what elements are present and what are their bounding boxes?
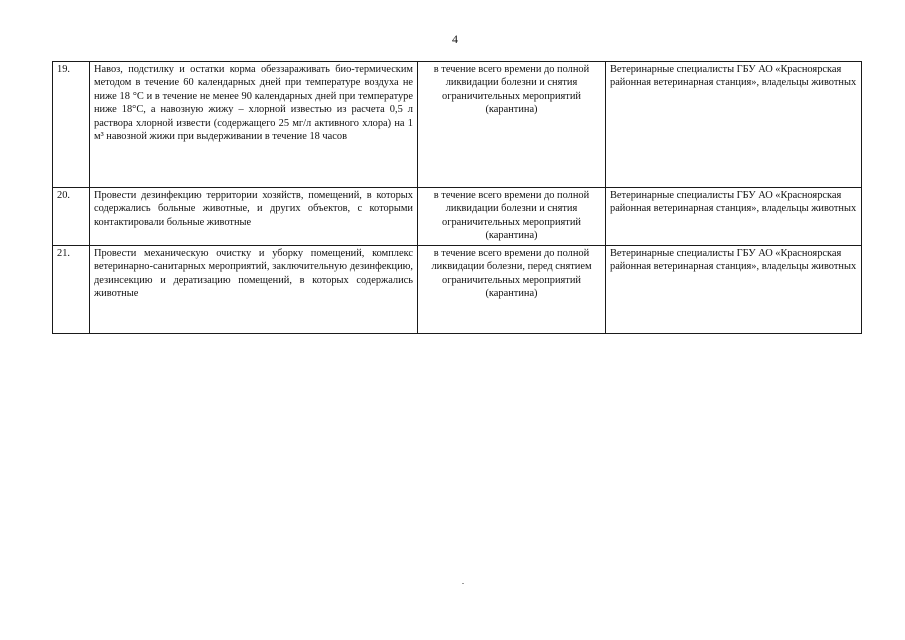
page-number: 4	[452, 32, 458, 46]
measures-table	[52, 61, 862, 334]
measure-responsible: Ветеринарные специалисты ГБУ АО «Красноярская районная ветеринарная станция», владельцы животных	[606, 246, 862, 334]
measure-text: Провести дезинфекцию территории хозяйств, помещений, в которых содержались больные животные, и других объектов, с которыми контактировали больные животные	[90, 188, 418, 246]
measure-text: Провести механическую очистку и уборку помещений, комплекс ветеринарно-санитарных мероприятий, заключительную дезинфекцию, дезинсекцию и дератизацию помещений, в которых содержались животные	[90, 246, 418, 334]
row-number: 19.	[53, 62, 90, 188]
row-number: 20.	[53, 188, 90, 246]
measure-text: Навоз, подстилку и остатки корма обеззараживать био-термическим методом в течение 60 календарных дней при температуре воздуха не ниже 18 °С и в течение не менее 90 календарных дней при температуре ниже 18°С, а навозную жижу – хлорной известью из расчета 0,5 л раствора хлорной извести (содержащего 25 мг/л активного хлора) на 1 м³ навозной жижи при выдерживании в течение 18 часов	[90, 62, 418, 188]
measure-term: в течение всего времени до полной ликвидации болезни и снятия ограничительных мероприятий (карантина)	[418, 62, 606, 188]
scan-speck	[462, 583, 464, 584]
measure-responsible: Ветеринарные специалисты ГБУ АО «Красноярская районная ветеринарная станция», владельцы животных	[606, 62, 862, 188]
measure-responsible: Ветеринарные специалисты ГБУ АО «Красноярская районная ветеринарная станция», владельцы животных	[606, 188, 862, 246]
table-row	[53, 188, 862, 246]
row-number: 21.	[53, 246, 90, 334]
measure-term: в течение всего времени до полной ликвидации болезни и снятия ограничительных мероприятий (карантина)	[418, 188, 606, 246]
table-row	[53, 62, 862, 188]
measure-term: в течение всего времени до полной ликвидации болезни, перед снятием ограничительных мероприятий (карантина)	[418, 246, 606, 334]
table-row	[53, 246, 862, 334]
